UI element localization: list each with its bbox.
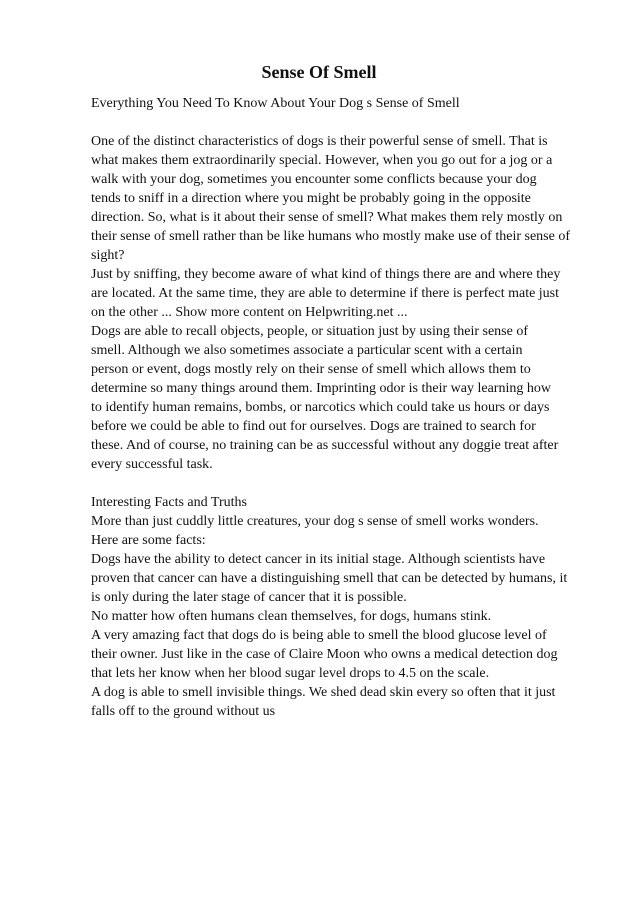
text-line: person or event, dogs mostly rely on their sense of smell which allows them to [91,362,531,377]
text-line: are located. At the same time, they are able to determine if there is perfect mate just [91,286,560,301]
text-line: their sense of smell rather than be like humans who mostly make use of their sense of [91,229,570,244]
text-line: that lets her know when her blood sugar level drops to 4.5 on the scale. [91,666,490,681]
text-line: One of the distinct characteristics of dogs is their powerful sense of smell. That is [91,134,548,149]
paragraph-gap [91,474,597,493]
text-line: A dog is able to smell invisible things. We shed dead skin every so often that it just [91,685,556,700]
text-line: is only during the later stage of cancer that it is possible. [91,590,407,605]
text-line: Interesting Facts and Truths [91,495,247,510]
text-line: direction. So, what is it about their sense of smell? What makes them rely mostly on [91,210,563,225]
text-line: every successful task. [91,457,213,472]
text-line: proven that cancer can have a distinguishing smell that can be detected by humans, it [91,571,568,586]
paragraph-gap [91,113,597,132]
text-line: Here are some facts: [91,533,206,548]
text-line: their owner. Just like in the case of Claire Moon who owns a medical detection dog [91,647,558,662]
text-line: Dogs have the ability to detect cancer in its initial stage. Although scientists have [91,552,546,567]
text-line: tends to sniff in a direction where you might be probably going in the opposite [91,191,531,206]
text-line: determine so many things around them. Imprinting odor is their way learning how [91,381,551,396]
document-title: Sense Of Smell [261,62,377,82]
text-line: on the other ... Show more content on Helpwriting.net ... [91,305,408,320]
text-line: A very amazing fact that dogs do is being able to smell the blood glucose level of [91,628,547,643]
document-body [91,94,597,721]
text-line: More than just cuddly little creatures, your dog s sense of smell works wonders. [91,514,539,529]
text-line: smell. Although we also sometimes associate a particular scent with a certain [91,343,523,358]
text-line: falls off to the ground without us [91,704,276,719]
text-line: walk with your dog, sometimes you encounter some conflicts because your dog [91,172,537,187]
text-line: Everything You Need To Know About Your Dog s Sense of Smell [91,96,460,111]
text-line: these. And of course, no training can be as successful without any doggie treat after [91,438,559,453]
text-line: Just by sniffing, they become aware of what kind of things there are and where they [91,267,561,282]
text-line: before we could be able to find out for ourselves. Dogs are trained to search for [91,419,536,434]
text-line: to identify human remains, bombs, or narcotics which could take us hours or days [91,400,550,415]
text-line: what makes them extraordinarily special. However, when you go out for a jog or a [91,153,553,168]
text-line: Dogs are able to recall objects, people, or situation just by using their sense of [91,324,529,339]
text-line: sight? [91,248,125,263]
text-line: No matter how often humans clean themselves, for dogs, humans stink. [91,609,492,624]
